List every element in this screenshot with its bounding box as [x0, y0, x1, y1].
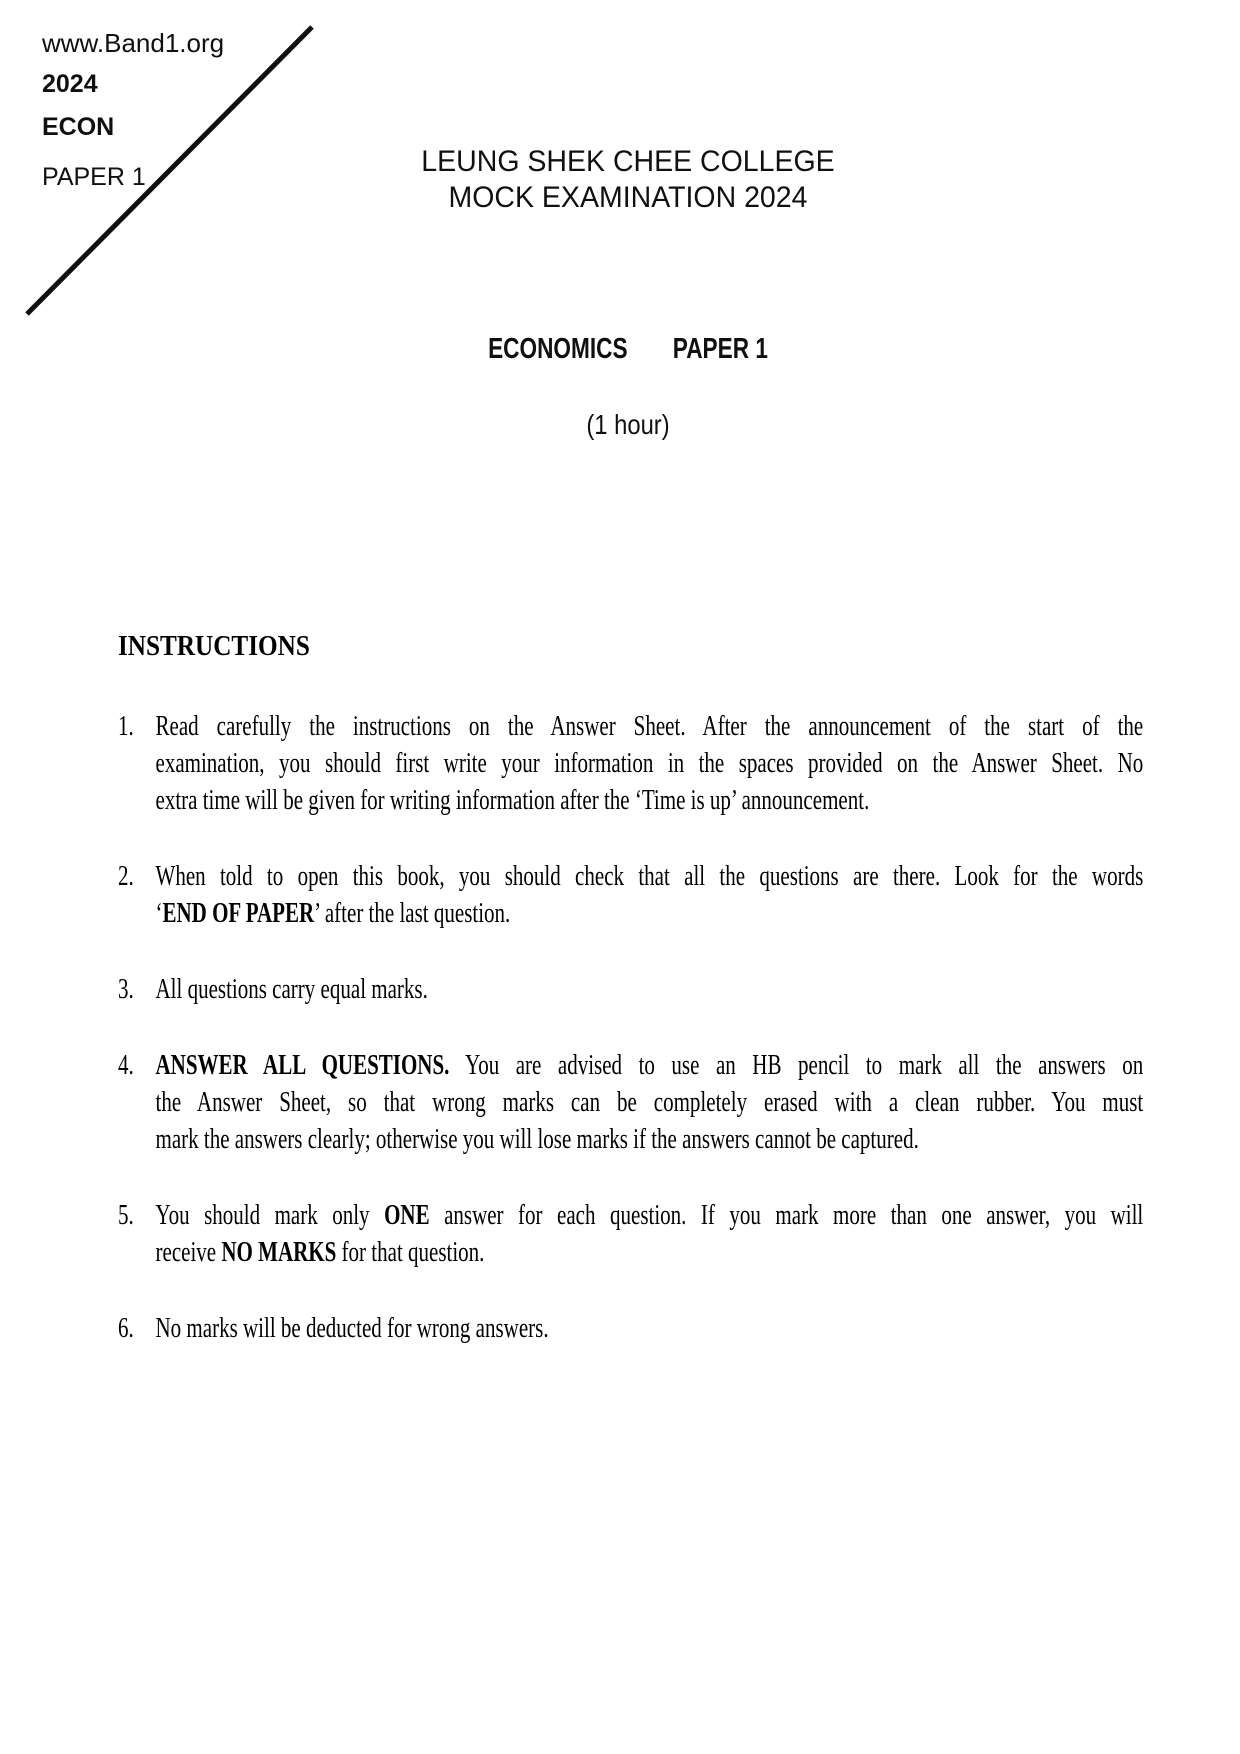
bold-text: ANSWER ALL QUESTIONS. — [155, 1050, 450, 1081]
item-number: 2. — [118, 861, 134, 892]
instruction-item — [118, 971, 1143, 1008]
paper-number: PAPER 1 — [672, 333, 768, 365]
instruction-item — [118, 1197, 1143, 1271]
text: examination, you should first write your information in the spaces provided on the Answer Sheet. No — [155, 748, 1144, 779]
item-text-line — [156, 745, 1144, 782]
header-block — [39, 144, 1217, 216]
item-text-line — [156, 1084, 1144, 1121]
text: receive — [155, 1237, 222, 1268]
item-text-line — [156, 782, 1144, 819]
item-text — [156, 1047, 1144, 1158]
text: extra time will be given for writing information after the ‘Time is up’ announcement. — [155, 785, 870, 816]
duration: (1 hour) — [586, 409, 670, 440]
item-text — [156, 708, 1144, 819]
text: answer for each question. If you mark more than one answer, you will — [429, 1200, 1144, 1231]
item-text — [156, 858, 1144, 932]
year-label: 2024 — [42, 70, 98, 98]
exam-title: MOCK EXAMINATION 2024 — [448, 181, 808, 214]
item-text-line — [156, 971, 1144, 1008]
item-text-line — [156, 858, 1144, 895]
instruction-item — [118, 1047, 1143, 1158]
bold-text: NO MARKS — [221, 1237, 337, 1268]
item-text-line — [156, 895, 1144, 932]
item-text-line — [156, 1047, 1144, 1084]
school-name: LEUNG SHEK CHEE COLLEGE — [421, 145, 835, 178]
subject-line — [144, 333, 1111, 366]
item-number: 4. — [118, 1050, 134, 1081]
item-number: 6. — [118, 1313, 134, 1344]
text: for that question. — [336, 1237, 485, 1268]
instructions-list — [118, 708, 1143, 1386]
item-number: 3. — [118, 974, 134, 1005]
text: Read carefully the instructions on the Answer Sheet. After the announcement of the start of the — [155, 711, 1144, 742]
item-text-line — [156, 708, 1144, 745]
item-text-line — [156, 1234, 1144, 1271]
item-text — [156, 1197, 1144, 1271]
item-text — [156, 1310, 1144, 1347]
text: You should mark only — [155, 1200, 385, 1231]
site-url: www.Band1.org — [42, 28, 225, 58]
item-text-line — [156, 1121, 1144, 1158]
bold-text: END OF PAPER — [162, 898, 315, 929]
item-text-line — [156, 1310, 1144, 1347]
subject-title: ECONOMICS — [488, 333, 628, 365]
item-text — [156, 971, 1144, 1008]
bold-text: ONE — [384, 1200, 430, 1231]
item-number: 1. — [118, 711, 134, 742]
paper-label: PAPER 1 — [42, 163, 146, 191]
text: No marks will be deducted for wrong answers. — [155, 1313, 549, 1344]
instructions-heading: INSTRUCTIONS — [118, 631, 310, 662]
text: the Answer Sheet, so that wrong marks can be completely erased with a clean rubber. You must — [155, 1087, 1144, 1118]
text: All questions carry equal marks. — [155, 974, 428, 1005]
text: You are advised to use an HB pencil to mark all the answers on — [449, 1050, 1144, 1081]
text: ’ after the last question. — [314, 898, 511, 929]
text: When told to open this book, you should check that all the questions are there. Look for the words — [155, 861, 1144, 892]
subject-code: ECON — [42, 113, 115, 141]
instruction-item — [118, 1310, 1143, 1347]
instruction-item — [118, 858, 1143, 932]
item-number: 5. — [118, 1200, 134, 1231]
item-text-line — [156, 1197, 1144, 1234]
text: mark the answers clearly; otherwise you will lose marks if the answers cannot be captured. — [155, 1124, 919, 1155]
text: ‘ — [155, 898, 163, 929]
instruction-item — [118, 708, 1143, 819]
